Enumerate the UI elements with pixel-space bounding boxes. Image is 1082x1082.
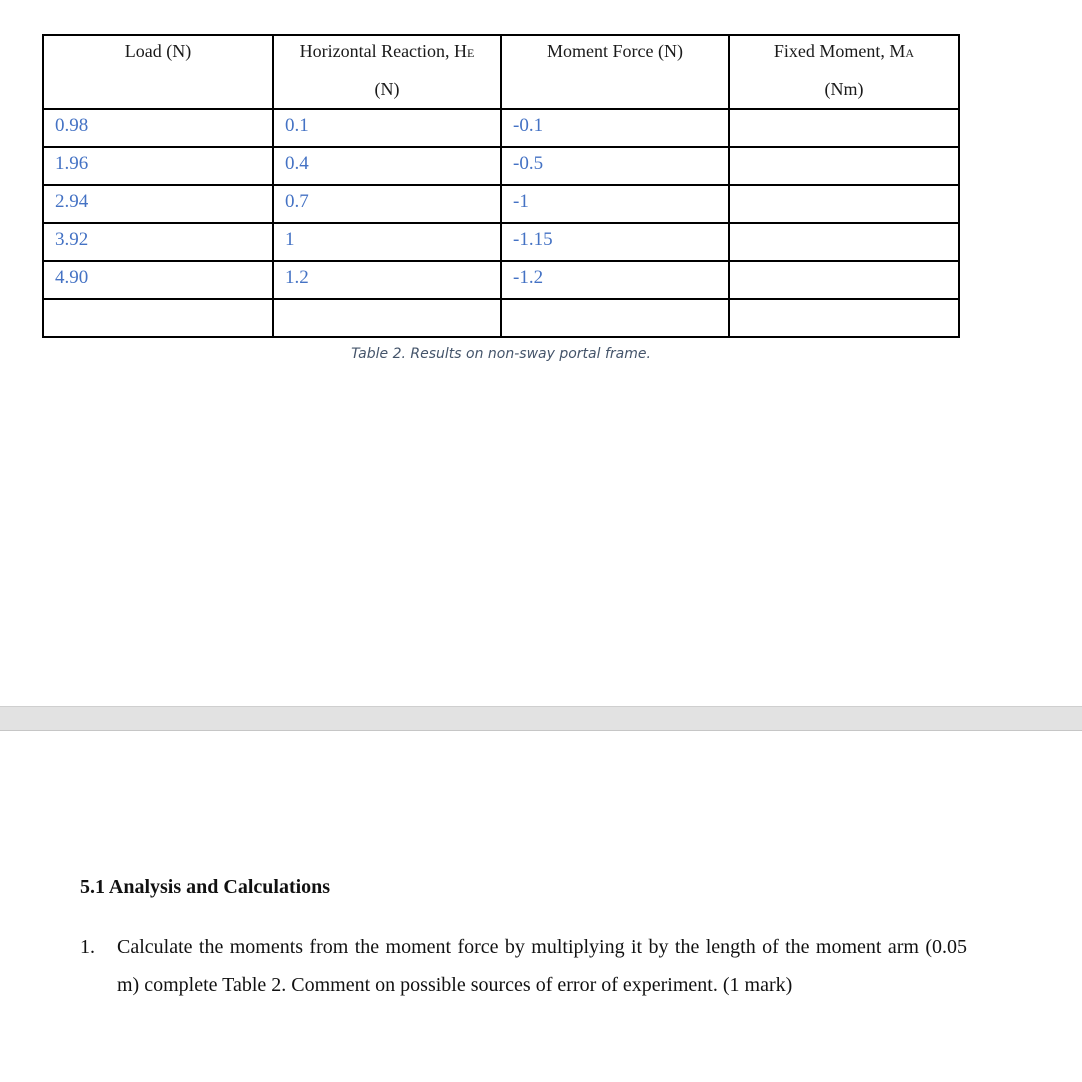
table-row bbox=[43, 223, 959, 261]
table-cell[interactable]: -1.2 bbox=[501, 261, 729, 299]
header-horizontal-reaction bbox=[273, 35, 501, 109]
table-cell[interactable]: 4.90 bbox=[43, 261, 273, 299]
table-row-empty bbox=[43, 299, 959, 337]
table-cell[interactable]: 3.92 bbox=[43, 223, 273, 261]
table-cell[interactable] bbox=[729, 185, 959, 223]
table-cell[interactable]: 1 bbox=[273, 223, 501, 261]
table-cell[interactable]: 0.98 bbox=[43, 109, 273, 147]
table-cell[interactable]: 0.1 bbox=[273, 109, 501, 147]
table-cell[interactable]: 1.2 bbox=[273, 261, 501, 299]
table-cell[interactable] bbox=[729, 223, 959, 261]
table-cell[interactable] bbox=[729, 261, 959, 299]
table-cell[interactable]: -1 bbox=[501, 185, 729, 223]
table-cell[interactable] bbox=[729, 109, 959, 147]
results-table bbox=[42, 34, 960, 338]
list-item-text: Calculate the moments from the moment force by multiplying it by the length of the moment arm (0.05 m) complete Table 2. Comment on possible sources of error of experiment. (1 mark) bbox=[117, 936, 967, 996]
list-item-number: 1. bbox=[80, 936, 95, 958]
document-page-bottom bbox=[0, 731, 1082, 1082]
header-moment-force bbox=[501, 35, 729, 109]
header-fixed-moment-label: Fixed Moment, M bbox=[773, 41, 906, 61]
header-horizontal-reaction-unit: (N) bbox=[374, 79, 400, 99]
table-cell[interactable] bbox=[729, 147, 959, 185]
table-cell[interactable]: -0.5 bbox=[501, 147, 729, 185]
header-load bbox=[43, 35, 273, 109]
table-cell[interactable]: 2.94 bbox=[43, 185, 273, 223]
header-horizontal-reaction-subscript: E bbox=[467, 46, 475, 60]
table-caption: Table 2. Results on non-sway portal frame. bbox=[351, 346, 651, 362]
page-break-gap bbox=[0, 706, 1082, 731]
header-load-label: Load (N) bbox=[124, 41, 192, 61]
header-moment-force-label: Moment Force (N) bbox=[547, 41, 683, 61]
table-row bbox=[43, 185, 959, 223]
table-row bbox=[43, 261, 959, 299]
header-fixed-moment bbox=[729, 35, 959, 109]
header-horizontal-reaction-label: Horizontal Reaction, H bbox=[299, 41, 468, 61]
table-cell[interactable]: 1.96 bbox=[43, 147, 273, 185]
section-heading: 5.1 Analysis and Calculations bbox=[80, 876, 331, 898]
table-cell[interactable]: -1.15 bbox=[501, 223, 729, 261]
table-cell[interactable]: 0.4 bbox=[273, 147, 501, 185]
table-header-row bbox=[43, 35, 959, 109]
table-cell[interactable] bbox=[729, 299, 959, 337]
table-row bbox=[43, 109, 959, 147]
table-cell[interactable] bbox=[273, 299, 501, 337]
table-cell[interactable]: 0.7 bbox=[273, 185, 501, 223]
header-fixed-moment-subscript: A bbox=[905, 46, 915, 60]
table-cell[interactable] bbox=[43, 299, 273, 337]
table-cell[interactable] bbox=[501, 299, 729, 337]
table-cell[interactable]: -0.1 bbox=[501, 109, 729, 147]
table-row bbox=[43, 147, 959, 185]
header-fixed-moment-unit: (Nm) bbox=[824, 79, 864, 99]
